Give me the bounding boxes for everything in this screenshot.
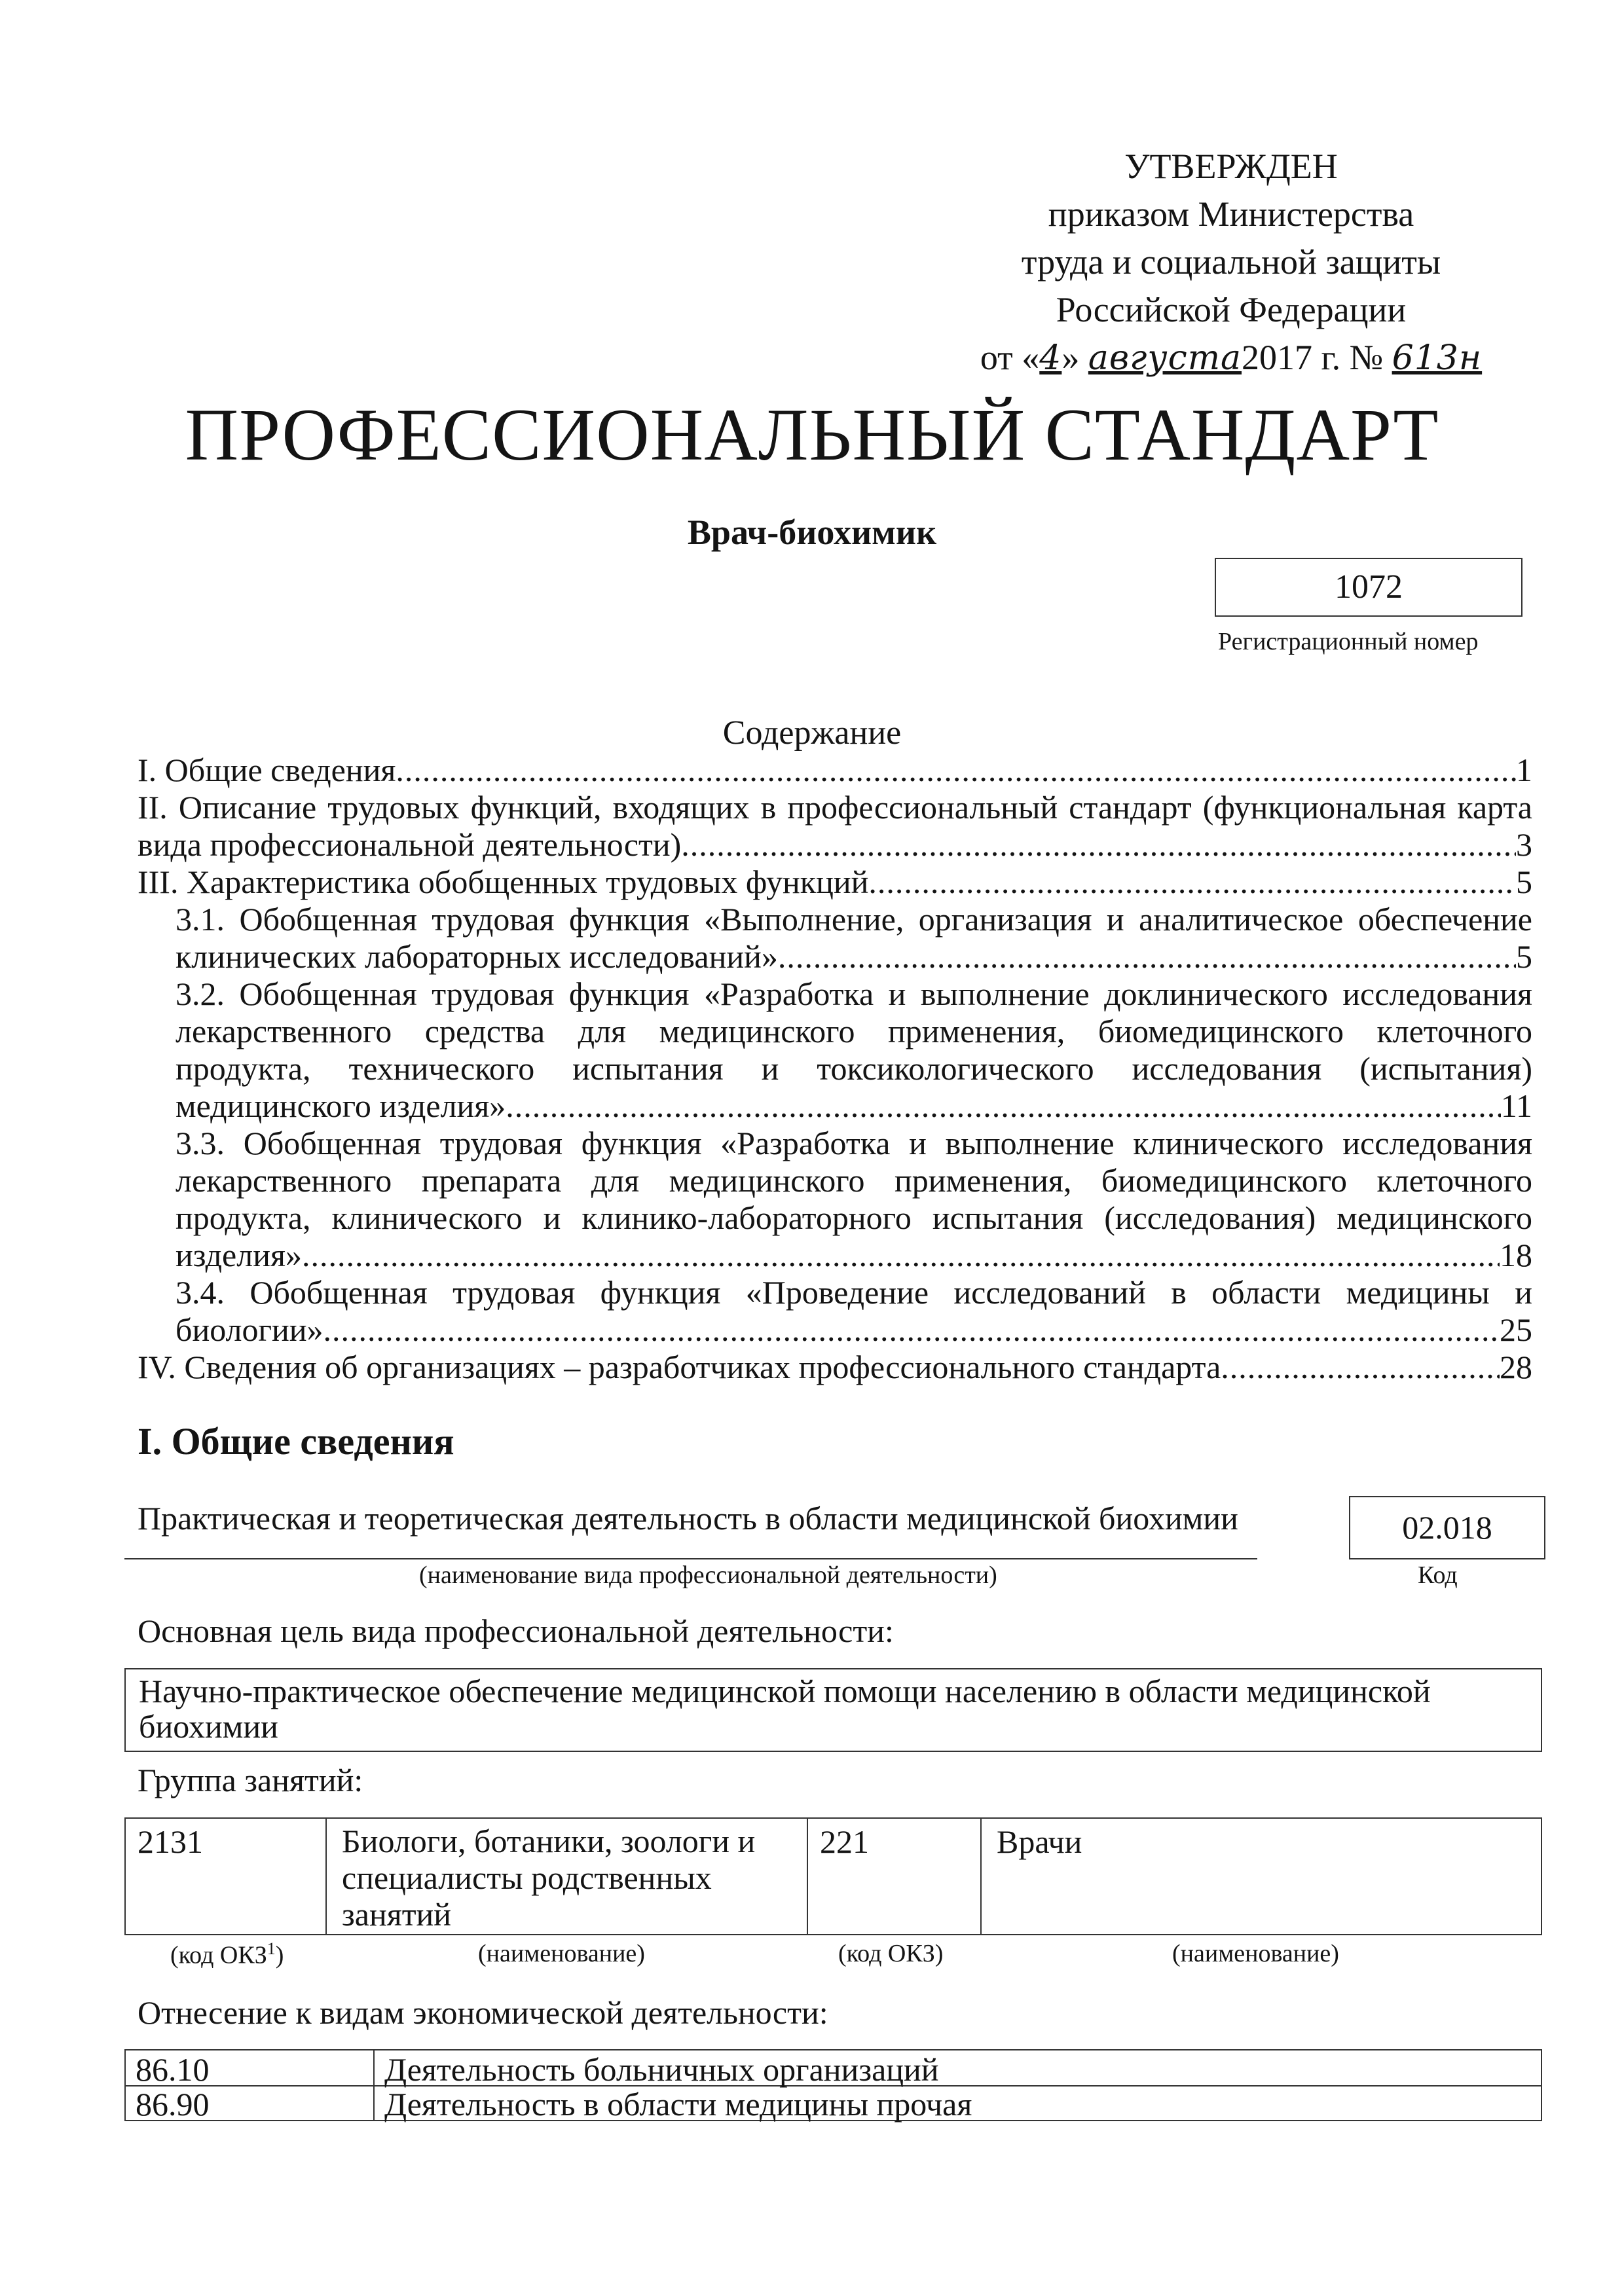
group-caption: (наименование) — [478, 1940, 645, 1967]
activity-code-box: 02.018 — [1349, 1496, 1545, 1559]
toc-entry[interactable]: 3.3. Обобщенная трудовая функция «Разработка и выполнение клинического исследования лекарственного препарата для медицинского применения, биомедицинского клеточного продукта, клинического и клинико-лабораторного испытания (исследования) медицинского изделия» ..... 18 — [138, 1125, 1532, 1274]
okved-name-cell: Деятельность в области медицины прочая — [384, 2086, 972, 2123]
toc-entry[interactable]: I. Общие сведения ..... 1 — [138, 752, 1532, 789]
group-caption: (код ОКЗ$^1$) — [170, 1939, 284, 1969]
document-title: ПРОФЕССИОНАЛЬНЫЙ СТАНДАРТ — [185, 394, 1439, 476]
toc-entry[interactable]: 3.4. Обобщенная трудовая функция «Проведение исследований в области медицины и биологии» ..... 25 — [138, 1274, 1532, 1349]
handwritten-month: августа — [1088, 338, 1242, 378]
handwritten-day: 4 — [1039, 338, 1062, 378]
group-caption: (код ОКЗ) — [838, 1940, 944, 1967]
toc-entry[interactable]: 3.1. Обобщенная трудовая функция «Выполнение, организация и аналитическое обеспечение клинических лабораторных исследований» ..... 5 — [138, 901, 1532, 975]
okz-code-cell: 221 — [820, 1823, 869, 1860]
document-subtitle: Врач-биохимик — [687, 513, 937, 552]
approval-line: труда и социальной защиты — [1021, 242, 1441, 282]
goal-box: Научно-практическое обеспечение медицинской помощи населению в области медицинской биохимии — [124, 1668, 1542, 1752]
approval-date: от «4» августа2017 г. № 613н — [980, 338, 1483, 378]
activity-name: Практическая и теоретическая деятельность в области медицинской биохимии — [138, 1500, 1238, 1537]
okved-code-cell: 86.10 — [136, 2051, 210, 2088]
table-of-contents — [138, 752, 1532, 1386]
approval-heading: УТВЕРЖДЕН — [1124, 147, 1338, 186]
group-caption: (наименование) — [1172, 1940, 1339, 1967]
okved-name-cell: Деятельность больничных организаций — [384, 2051, 939, 2088]
activity-caption: (наименование вида профессиональной деятельности) — [419, 1561, 997, 1589]
registration-number-box: 1072 — [1215, 558, 1522, 617]
handwritten-number: 613н — [1392, 338, 1483, 378]
code-label: Код — [1418, 1561, 1458, 1589]
economic-activity-table — [124, 2049, 1542, 2121]
okz-name-cell: Врачи — [997, 1823, 1082, 1860]
group-label: Группа занятий: — [138, 1762, 363, 1798]
occupation-group-table — [124, 1817, 1542, 1935]
approval-line: приказом Министерства — [1048, 194, 1414, 234]
approval-block — [969, 143, 1493, 382]
okz-name-cell: Биологи, ботаники, зоологи и специалисты родственных занятий — [342, 1823, 756, 1933]
okved-code-cell: 86.90 — [136, 2086, 210, 2123]
econ-label: Отнесение к видам экономической деятельности: — [138, 1994, 828, 2031]
okz-code-cell: 2131 — [138, 1823, 203, 1860]
underline-divider — [124, 1558, 1257, 1559]
goal-label: Основная цель вида профессиональной деятельности: — [138, 1613, 894, 1649]
toc-entry[interactable]: III. Характеристика обобщенных трудовых функций ..... 5 — [138, 864, 1532, 901]
toc-entry[interactable]: II. Описание трудовых функций, входящих в профессиональный стандарт (функциональная карта вида профессиональной деятельности) ..... 3 — [138, 789, 1532, 864]
toc-entry[interactable]: 3.2. Обобщенная трудовая функция «Разработка и выполнение доклинического исследования лекарственного средства для медицинского применения, биомедицинского клеточного продукта, технического испытания и токсикологического исследования (испытания) медицинского изделия» ..... 11 — [138, 975, 1532, 1125]
toc-entry[interactable]: IV. Сведения об организациях – разработчиках профессионального стандарта ..... 28 — [138, 1349, 1532, 1386]
toc-heading: Содержание — [722, 714, 902, 752]
section-title: I. Общие сведения — [138, 1420, 454, 1463]
registration-label: Регистрационный номер — [1218, 628, 1479, 655]
approval-line: Российской Федерации — [1056, 290, 1407, 329]
